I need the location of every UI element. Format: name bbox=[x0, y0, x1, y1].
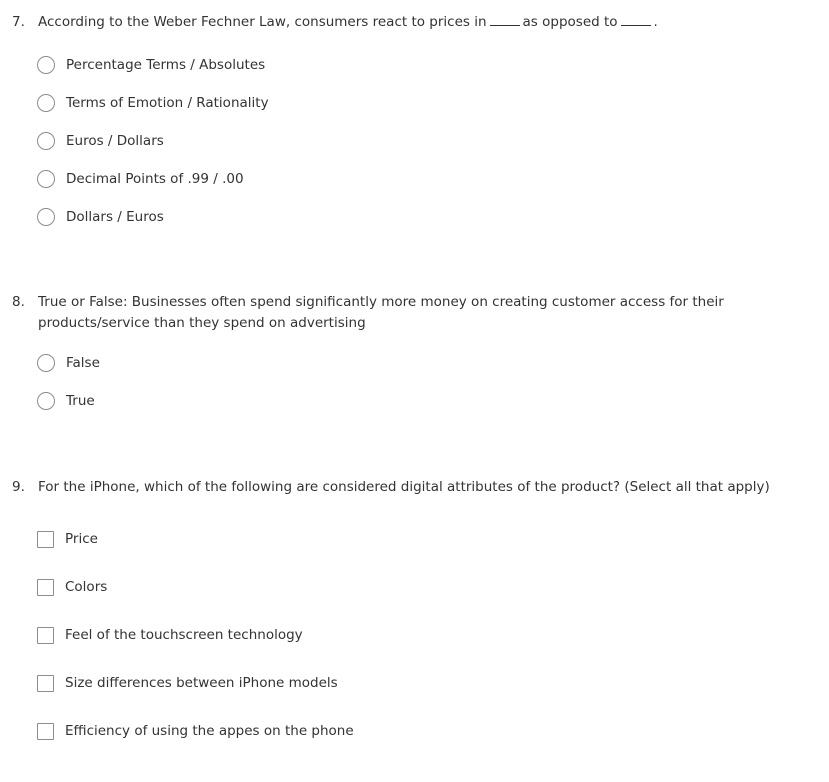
answer-option[interactable] bbox=[37, 169, 244, 189]
radio-button[interactable] bbox=[37, 132, 55, 150]
radio-button[interactable] bbox=[37, 208, 55, 226]
answer-option[interactable] bbox=[37, 529, 98, 549]
answer-option[interactable] bbox=[37, 131, 164, 151]
option-label: Efficiency of using the appes on the phone bbox=[65, 723, 354, 739]
option-label: Terms of Emotion / Rationality bbox=[66, 95, 269, 111]
question-text: For the iPhone, which of the following are considered digital attributes of the product? (Select all that apply) bbox=[38, 479, 770, 495]
option-label: True bbox=[66, 393, 95, 409]
answer-option[interactable] bbox=[37, 55, 265, 75]
option-label: Feel of the touchscreen technology bbox=[65, 627, 303, 643]
question-number: 9. bbox=[12, 479, 25, 495]
option-label: Size differences between iPhone models bbox=[65, 675, 338, 691]
option-label: Colors bbox=[65, 579, 108, 595]
answer-option[interactable] bbox=[37, 625, 303, 645]
option-label: Dollars / Euros bbox=[66, 209, 164, 225]
radio-button[interactable] bbox=[37, 392, 55, 410]
option-label: Euros / Dollars bbox=[66, 133, 164, 149]
checkbox[interactable] bbox=[37, 579, 54, 596]
option-label: Percentage Terms / Absolutes bbox=[66, 57, 266, 73]
answer-option[interactable] bbox=[37, 391, 95, 411]
question-text: True or False: Businesses often spend significantly more money on creating customer access for their products/service than they spend on advertising bbox=[38, 294, 724, 331]
answer-blank bbox=[490, 13, 520, 26]
question-text bbox=[38, 12, 818, 33]
answer-option[interactable] bbox=[37, 721, 354, 741]
answer-option[interactable] bbox=[37, 353, 100, 373]
question-number: 7. bbox=[12, 14, 25, 30]
question-text-part: . bbox=[653, 14, 658, 30]
radio-button[interactable] bbox=[37, 354, 55, 372]
radio-button[interactable] bbox=[37, 56, 55, 74]
checkbox[interactable] bbox=[37, 627, 54, 644]
answer-option[interactable] bbox=[37, 93, 269, 113]
question-text-part: According to the Weber Fechner Law, consumers react to prices in bbox=[38, 14, 487, 30]
answer-option[interactable] bbox=[37, 207, 164, 227]
answer-option[interactable] bbox=[37, 673, 338, 693]
option-label: False bbox=[66, 355, 100, 371]
checkbox[interactable] bbox=[37, 531, 54, 548]
checkbox[interactable] bbox=[37, 675, 54, 692]
answer-option[interactable] bbox=[37, 577, 107, 597]
option-label: Decimal Points of .99 / .00 bbox=[66, 171, 244, 187]
question-number: 8. bbox=[12, 294, 25, 310]
radio-button[interactable] bbox=[37, 94, 55, 112]
checkbox[interactable] bbox=[37, 723, 54, 740]
answer-blank bbox=[621, 13, 651, 26]
question-text-part: as opposed to bbox=[522, 14, 618, 30]
option-label: Price bbox=[65, 531, 98, 547]
radio-button[interactable] bbox=[37, 170, 55, 188]
